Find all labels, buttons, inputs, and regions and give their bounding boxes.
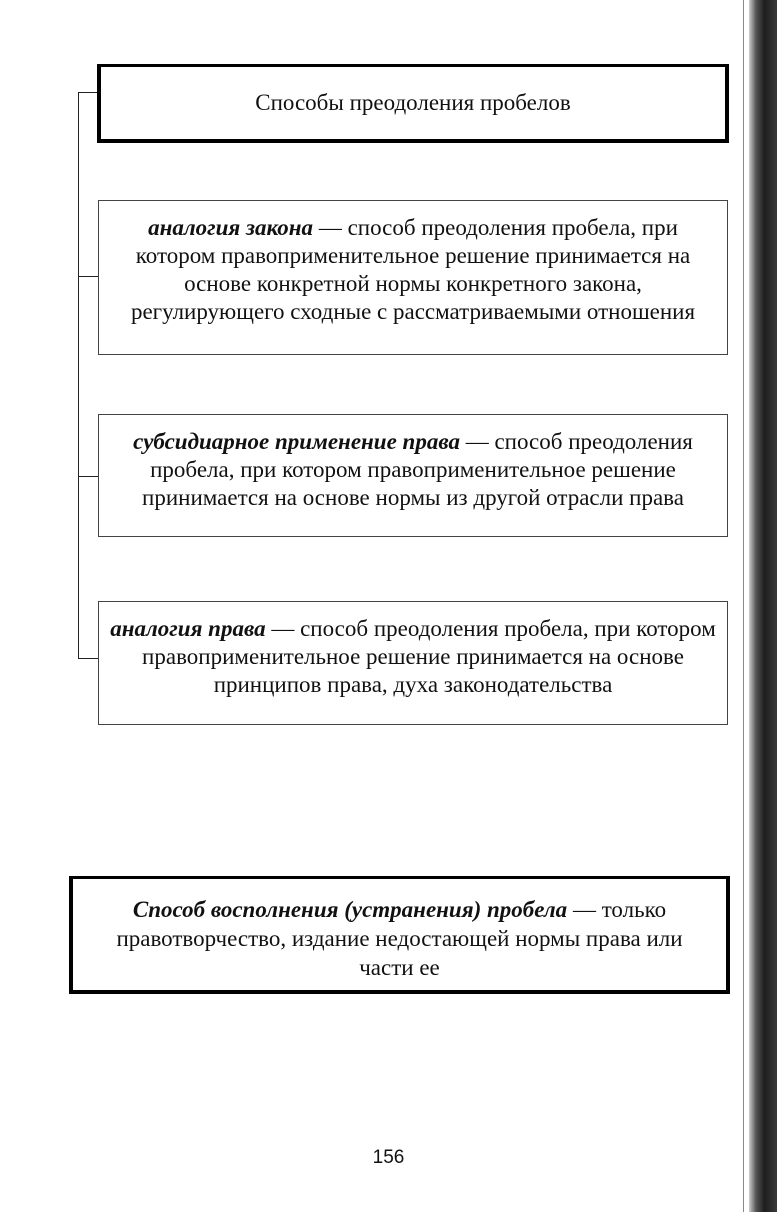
method-description: — способ преодоления пробела, при котором правоприменительное решение принимается на основе принципов права, духа законодательства: [142, 616, 716, 697]
method-box-analogy-of-right: [98, 601, 728, 725]
method-term: аналогия закона: [148, 215, 314, 240]
method-term: аналогия права: [110, 616, 266, 641]
method-term: субсидиарное применение права: [133, 429, 460, 454]
diagram-title: [97, 64, 729, 143]
definition-term: Способ восполнения (устранения) пробела: [132, 897, 568, 922]
method-description: — способ преодоления пробела, при котором правоприменительное решение принимается на основе конкретной нормы конкретного закона, регулирующего сходные с рассматриваемыми отношения: [130, 215, 696, 324]
book-spine-shadow: [749, 0, 777, 1212]
spine-edge-line: [743, 0, 744, 1212]
gap-filling-definition: [69, 876, 730, 994]
diagram-title-text: Способы преодоления пробелов: [255, 90, 571, 115]
connector-vertical: [78, 92, 79, 659]
method-box-subsidiary-application: [98, 414, 728, 537]
connector-to-title: [78, 92, 97, 93]
connector-to-method-1: [78, 276, 98, 277]
method-description: — способ преодоления пробела, при котором правоприменительное решение принимается на основе нормы из другой отрасли права: [142, 429, 693, 510]
connector-to-method-3: [78, 658, 98, 659]
page-number: 156: [372, 1147, 405, 1168]
definition-text: — только правотворчество, издание недостающей нормы права или части ее: [116, 897, 683, 980]
method-box-analogy-of-law: [98, 200, 728, 355]
connector-to-method-2: [78, 476, 98, 477]
